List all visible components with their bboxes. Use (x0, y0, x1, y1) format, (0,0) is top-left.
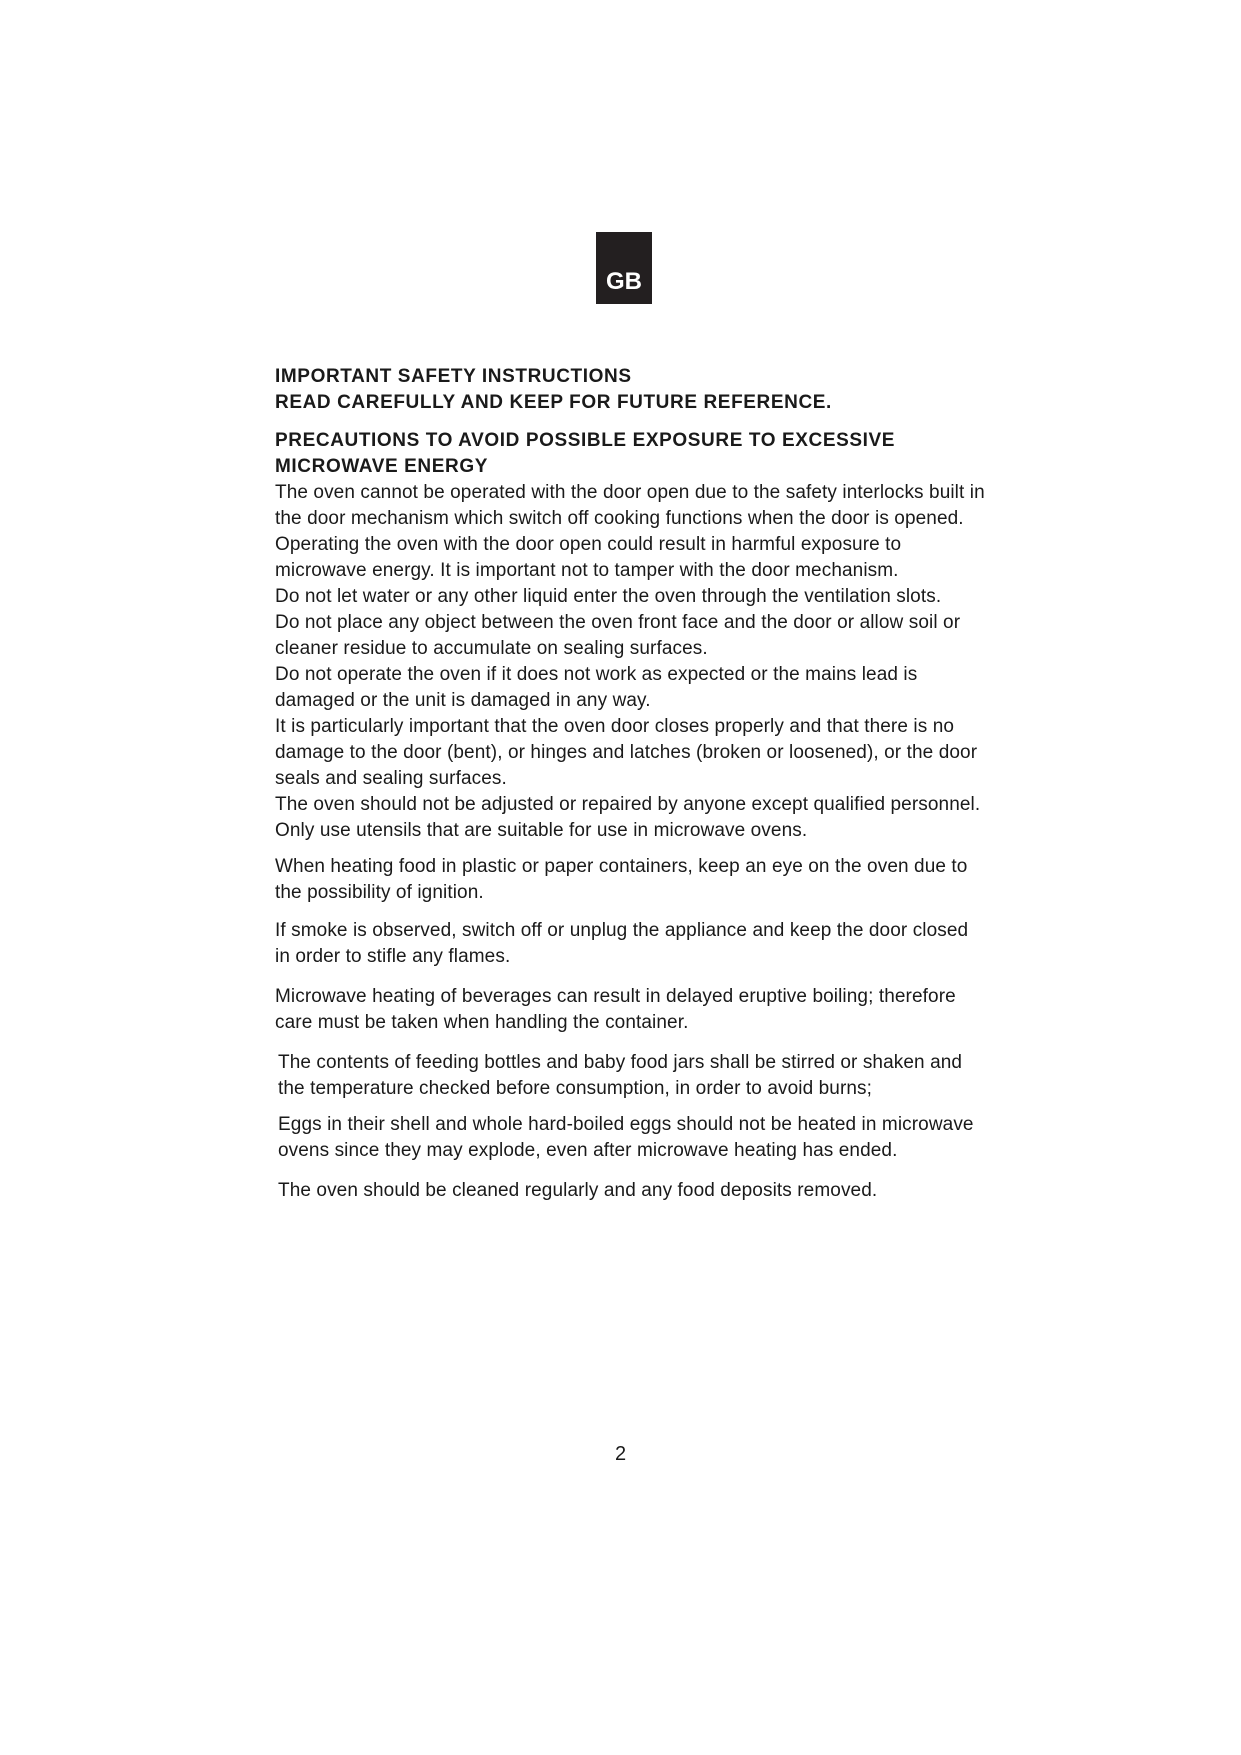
paragraph-qualified-personnel: The oven should not be adjusted or repaired by anyone except qualified personnel. (275, 794, 981, 815)
heading-important-safety: IMPORTANT SAFETY INSTRUCTIONS (275, 366, 632, 387)
paragraph-eggs: Eggs in their shell and whole hard-boiled eggs should not be heated in microwave ovens since they may explode, even after microwave heating has ended. (278, 1114, 974, 1161)
paragraph-cleaning: The oven should be cleaned regularly and any food deposits removed. (278, 1180, 878, 1201)
paragraph-feeding-bottles: The contents of feeding bottles and baby food jars shall be stirred or shaken and the temperature checked before consumption, in order to avoid burns; (278, 1052, 963, 1099)
heading-read-carefully: READ CAREFULLY AND KEEP FOR FUTURE REFERENCE. (275, 392, 832, 413)
language-badge: GB (596, 232, 652, 304)
paragraph-door-interlocks: The oven cannot be operated with the door open due to the safety interlocks built in the door mechanism which switch off cooking functions when the door is opened. Operating the oven with the door open could result in harmful exposure to microwave energy. It is important not to tamper with the door mechanism. (275, 482, 985, 581)
paragraph-beverages: Microwave heating of beverages can result in delayed eruptive boiling; therefore care must be taken when handling the container. (275, 986, 956, 1033)
paragraph-ventilation-slots: Do not let water or any other liquid enter the oven through the ventilation slots. (275, 586, 942, 607)
paragraph-door-closure: It is particularly important that the oven door closes properly and that there is no damage to the door (bent), or hinges and latches (broken or loosened), or the door seals and sealing surfaces. (275, 716, 978, 789)
page-number: 2 (614, 1443, 627, 1465)
safety-instructions (275, 364, 985, 1204)
paragraph-damaged-unit: Do not operate the oven if it does not work as expected or the mains lead is damaged or the unit is damaged in any way. (275, 664, 918, 711)
heading-precautions: PRECAUTIONS TO AVOID POSSIBLE EXPOSURE TO EXCESSIVE MICROWAVE ENERGY (275, 430, 896, 477)
paragraph-utensils: Only use utensils that are suitable for use in microwave ovens. (275, 820, 808, 841)
paragraph-plastic-paper-containers: When heating food in plastic or paper containers, keep an eye on the oven due to the possibility of ignition. (275, 856, 968, 903)
paragraph-smoke: If smoke is observed, switch off or unplug the appliance and keep the door closed in order to stifle any flames. (275, 920, 969, 967)
paragraph-sealing-surfaces: Do not place any object between the oven front face and the door or allow soil or cleaner residue to accumulate on sealing surfaces. (275, 612, 961, 659)
